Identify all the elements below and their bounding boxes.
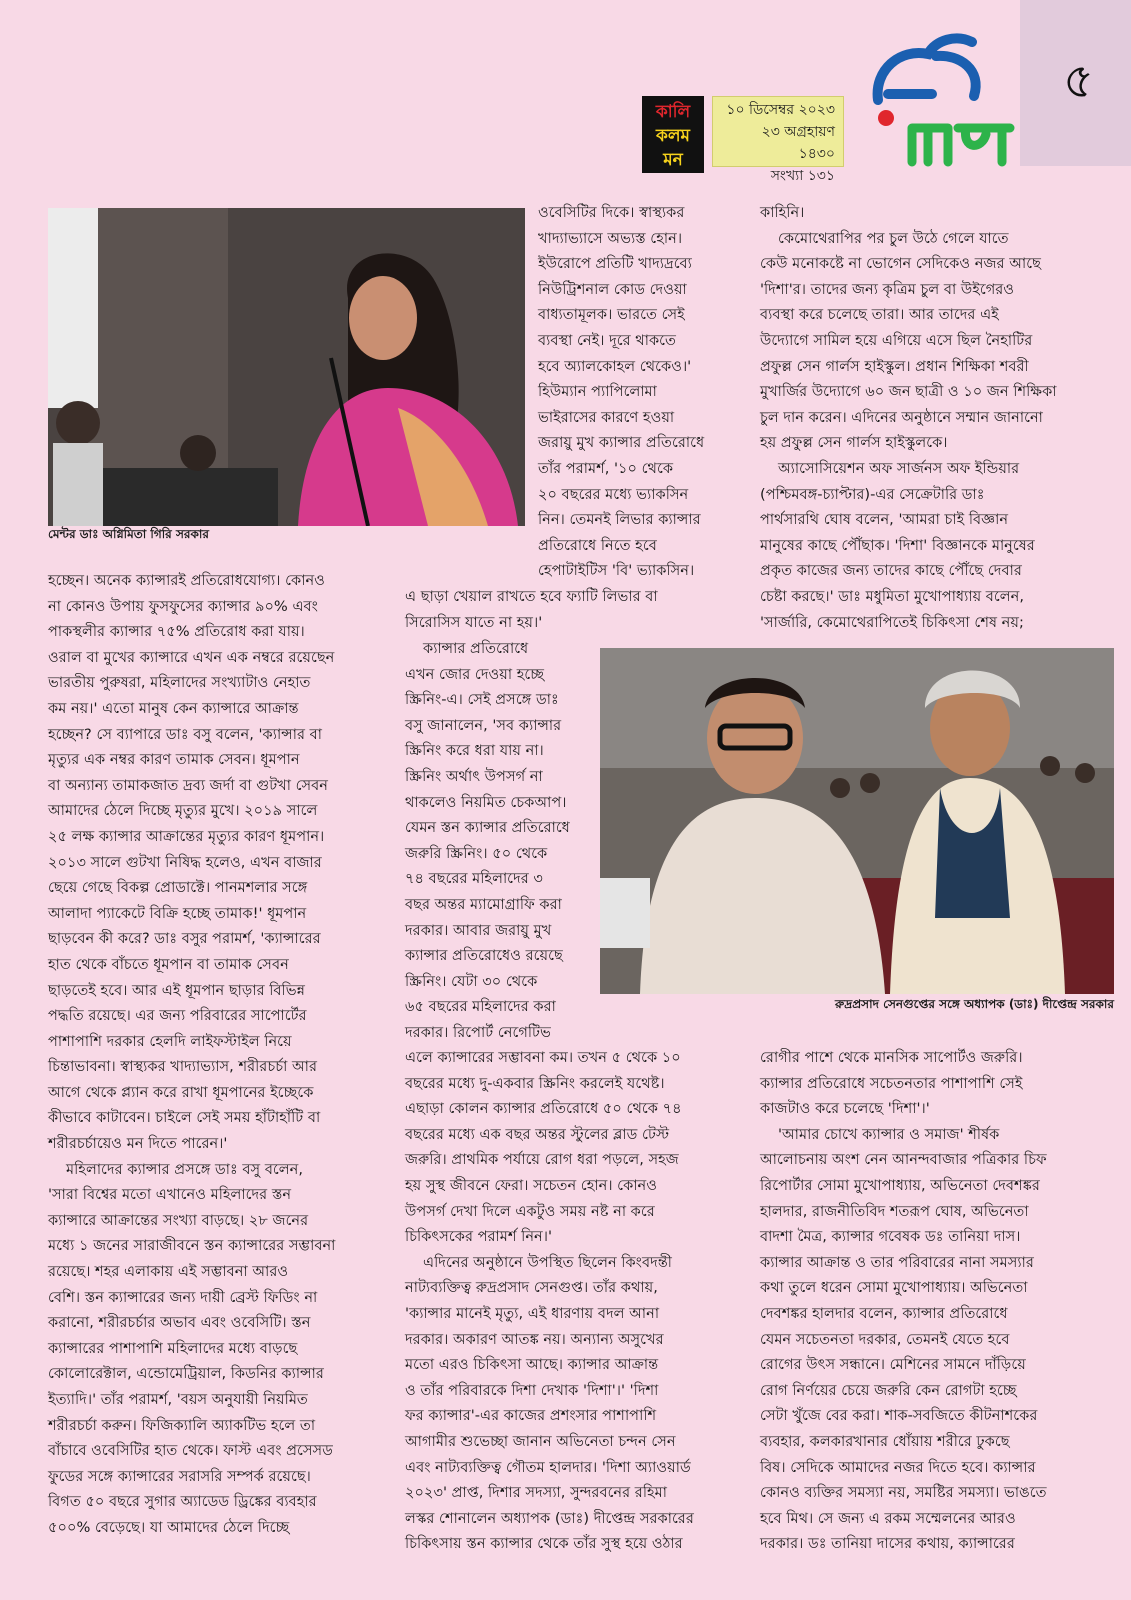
middle-column-top xyxy=(538,200,768,584)
text-line: কেউ মনোকষ্টে না ভোগেন সেদিকেও নজর আছে xyxy=(760,255,1041,273)
robibar-logo xyxy=(870,30,1015,170)
text-line: কোনও ব্যক্তির সমস্যা নয়, সমষ্টির সমস্যা। ভাঙতে xyxy=(760,1484,1047,1502)
text-line: চিন্তাভাবনা। স্বাস্থ্যকর খাদ্যাভ্যাস, শরীরচর্চা আর xyxy=(48,1058,317,1076)
text-line: জরুরি। প্রাথমিক পর্যায়ে রোগ ধরা পড়লে, সহজ xyxy=(405,1151,679,1169)
text-line: ক্যান্সার প্রতিরোধে xyxy=(423,640,529,657)
right-column-bottom xyxy=(760,1045,1115,1557)
photo2-caption: রুদ্রপ্রসাদ সেনগুপ্তের সঙ্গে অধ্যাপক (ডাঃ) দীপ্তেন্দ্র সরকার xyxy=(835,997,1114,1011)
logo-line-2: কলম xyxy=(655,126,690,146)
text-line: ছেয়ে গেছে বিকল্প প্রোডাক্টে। পানমশলার সঙ্গে xyxy=(48,879,308,897)
kalikalam-logo xyxy=(642,96,704,173)
text-line: রোগীর পাশে থেকে মানসিক সাপোর্টও জরুরি। xyxy=(760,1049,1023,1066)
text-line: চিকিৎসায় স্তন ক্যান্সার থেকে তাঁর সুস্থ হয়ে ওঠার xyxy=(405,1535,683,1553)
text-line: দেবশঙ্কর হালদার বলেন, ক্যান্সার প্রতিরোধে xyxy=(760,1304,1008,1322)
text-line: ইউরোপে প্রতিটি খাদ্যদ্রব্যে xyxy=(538,255,692,273)
text-line: মৃত্যুর এক নম্বর কারণ তামাক সেবন। ধূমপান xyxy=(48,751,300,769)
text-line: (পশ্চিমবঙ্গ-চ্যাপ্টার)-এর সেক্রেটারি ডাঃ xyxy=(760,485,985,503)
text-line: চুল দান করেন। এদিনের অনুষ্ঠানে সম্মান জানানো xyxy=(760,408,1043,426)
text-line: হালদার, রাজনীতিবিদ শতরূপ ঘোষ, অভিনেতা xyxy=(760,1202,1029,1220)
text-line: এদিনের অনুষ্ঠানে উপস্থিত ছিলেন কিংবদন্তী xyxy=(423,1253,672,1271)
text-line: 'ক্যান্সার মানেই মৃত্যু, এই ধারণায় বদল আনা xyxy=(405,1304,660,1322)
text-line: চেষ্টা করছে।' ডাঃ মধুমিতা মুখোপাধ্যায় বলেন, xyxy=(760,587,1025,605)
text-line: তাঁর পরামর্শ, '১০ থেকে xyxy=(538,459,674,477)
text-line: আমাদের ঠেলে দিচ্ছে মৃত্যুর মুখে। ২০১৯ সালে xyxy=(48,802,318,820)
text-line: ভাইরাসের কারণে হওয়া xyxy=(538,408,675,426)
text-line: কাজটাও করে চলেছে 'দিশা'।' xyxy=(760,1100,930,1118)
right-column-top xyxy=(760,200,1115,635)
text-line: ক্যান্সার প্রতিরোধেও রয়েছে xyxy=(405,947,563,965)
text-line: মানুষের কাছে পৌঁছাক। 'দিশা' বিজ্ঞানকে মানুষের xyxy=(760,536,1035,554)
text-line: ব্যবস্থা করে চলেছে তারা। আর তাদের এই xyxy=(760,306,999,324)
text-line: ৭৪ বছরের মহিলাদের ৩ xyxy=(405,870,543,888)
text-line: হেপাটাইটিস 'বি' ভ্যাকসিন। xyxy=(538,562,695,580)
text-line: নিন। তেমনই লিভার ক্যান্সার xyxy=(538,511,701,529)
text-line: ছাড়তেই হবে। আর এই ধূমপান ছাড়ার বিভিন্ন xyxy=(48,981,305,999)
text-line: কথা তুলে ধরেন সোমা মুখোপাধ্যায়। অভিনেতা xyxy=(760,1279,1028,1297)
logo-line-3: মন xyxy=(663,150,683,170)
text-line: শরীরচর্চা করুন। ফিজিক্যালি অ্যাকটিভ হলে তা xyxy=(48,1416,316,1434)
text-line: জরায়ু মুখ ক্যান্সার প্রতিরোধে xyxy=(538,434,705,452)
text-line: পাশাপাশি দরকার হেলদি লাইফস্টাইল নিয়ে xyxy=(48,1032,292,1050)
text-line: হবে মিথ। সে জন্য এ রকম সম্মেলনের আরও xyxy=(760,1509,1016,1527)
text-line: হয় সুস্থ জীবনে ফেরা। সচেতন হোন। কোনও xyxy=(405,1176,657,1194)
text-line: বা অন্যান্য তামাকজাত দ্রব্য জর্দা বা গুটখা সেবন xyxy=(48,776,329,794)
text-line: এ ছাড়া খেয়াল রাখতে হবে ফ্যাটি লিভার বা xyxy=(405,588,658,605)
text-line: মধ্যে ১ জনের সারাজীবনে স্তন ক্যান্সারের সম্ভাবনা xyxy=(48,1237,336,1255)
speaker-photo-art xyxy=(48,208,525,526)
text-line: ২০২৩' প্রাপ্ত, দিশার সদস্যা, সুন্দরবনের রহিমা xyxy=(405,1484,668,1502)
text-line: বাধ্যতামূলক। ভারতে সেই xyxy=(538,306,685,324)
text-line: না কোনও উপায় ফুসফুসের ক্যান্সার ৯০% এবং xyxy=(48,597,318,615)
text-line: নাট্যব্যক্তিত্ব রুদ্রপ্রসাদ সেনগুপ্ত। তাঁর কথায়, xyxy=(405,1279,658,1297)
text-line: বছরের মধ্যে দু-একবার স্ক্রিনিং করলেই যথেষ্ট। xyxy=(405,1074,665,1092)
text-line: বছরের মধ্যে এক বছর অন্তর স্টুলের ব্লাড টেস্ট xyxy=(405,1125,670,1143)
robibar-title-text: রবি বার xyxy=(870,30,874,31)
date-line-bengali: ২৩ অগ্রহায়ণ ১৪৩০ xyxy=(761,124,835,162)
text-line: 'আমার চোখে ক্যান্সার ও সমাজ' শীর্ষক xyxy=(778,1125,1000,1143)
text-line: প্রকৃত কাজের জন্য তাদের কাছে পৌঁছে দেবার xyxy=(760,562,1022,580)
text-line: পার্থসারথি ঘোষ বলেন, 'আমরা চাই বিজ্ঞান xyxy=(760,511,1009,529)
text-line: দরকার। অকারণ আতঙ্ক নয়। অন্যান্য অসুখের xyxy=(405,1330,664,1348)
text-line: জরুরি স্ক্রিনিং। ৫০ থেকে xyxy=(405,844,548,862)
text-line: আগামীর শুভেচ্ছা জানান অভিনেতা চন্দন সেন xyxy=(405,1432,676,1450)
text-line: ভারতীয় পুরুষরা, মহিলাদের সংখ্যাটাও নেহাত xyxy=(48,674,311,692)
text-line: এবং নাট্যব্যক্তিত্ব গৌতম হালদার। 'দিশা অ্যাওয়ার্ড xyxy=(405,1458,691,1476)
text-line: হিউম্যান প্যাপিলোমা xyxy=(538,383,657,401)
text-line: কাহিনি। xyxy=(760,204,805,221)
text-line: চিকিৎসকের পরামর্শ নিন।' xyxy=(405,1228,552,1246)
text-line: ক্যান্সারে আক্রান্তের সংখ্যা বাড়ছে। ২৮ জনের xyxy=(48,1211,309,1229)
middle-column-wide xyxy=(405,584,735,635)
guests-photo xyxy=(600,648,1114,994)
text-line: ২৫ লক্ষ ক্যান্সার আক্রান্তের মৃত্যুর কারণ ধূমপান। xyxy=(48,827,325,845)
text-line: বিগত ৫০ বছরে সুগার অ্যাডেড ড্রিঙ্কের ব্যবহার xyxy=(48,1493,317,1511)
text-line: উদ্যোগে সামিল হয়ে এগিয়ে এসে ছিল নৈহাটির xyxy=(760,331,1033,349)
text-line: রোগ নির্ণয়ের চেয়ে জরুরি কেন রোগটা হচ্ছে xyxy=(760,1381,1017,1399)
text-line: দরকার। রিপোর্ট নেগেটিভ xyxy=(405,1023,551,1041)
text-line: ২০১৩ সালে গুটখা নিষিদ্ধ হলেও, এখন বাজার xyxy=(48,853,322,871)
text-line: এছাড়া কোলন ক্যান্সার প্রতিরোধে ৫০ থেকে ৭৪ xyxy=(405,1100,682,1118)
middle-column-narrow xyxy=(405,636,595,1046)
text-line: বাদশা মৈত্র, ক্যান্সার গবেষক ডঃ তানিয়া দাস। xyxy=(760,1228,1021,1246)
guests-photo-art xyxy=(600,648,1114,994)
text-line: বেশি। স্তন ক্যান্সারের জন্য দায়ী ব্রেস্ট ফিডিং না xyxy=(48,1288,318,1306)
text-line: ৫০০% বেড়েছে। যা আমাদের ঠেলে দিচ্ছে xyxy=(48,1518,290,1536)
text-line: হয় প্রফুল্ল সেন গার্লস হাইস্কুলকে। xyxy=(760,434,948,452)
speaker-photo xyxy=(48,208,525,526)
text-line: বসু জানালেন, 'সব ক্যান্সার xyxy=(405,716,562,734)
text-line: স্ক্রিনিং করে ধরা যায় না। xyxy=(405,742,544,760)
text-line: ক্যান্সার প্রতিরোধে সচেতনতার পাশাপাশি সেই xyxy=(760,1074,1023,1092)
text-line: ফুডের সঙ্গে ক্যান্সারের সরাসরি সম্পর্ক রয়েছে। xyxy=(48,1467,311,1485)
text-line: ব্যবস্থা নেই। দূরে থাকতে xyxy=(538,331,676,349)
text-line: রয়েছে। শহর এলাকায় এই সম্ভাবনা আরও xyxy=(48,1263,289,1281)
text-line: আলোচনায় অংশ নেন আনন্দবাজার পত্রিকার চিফ xyxy=(760,1151,1047,1169)
text-line: ক্যান্সারের পাশাপাশি মহিলাদের মধ্যে বাড়ছে xyxy=(48,1339,298,1357)
text-line: মুখার্জির উদ্যোগে ৬০ জন ছাত্রী ও ১০ জন শিক্ষিকা xyxy=(760,383,1057,401)
text-line: সেটা খুঁজে বের করা। শাক-সবজিতে কীটনাশকের xyxy=(760,1407,1038,1425)
text-line: বিষ। সেদিকে আমাদের নজর দিতে হবে। ক্যান্সার xyxy=(760,1458,1036,1476)
text-line: বছর অন্তর ম্যামোগ্রাফি করা xyxy=(405,895,562,913)
text-line: ওবেসিটির দিকে। স্বাস্থ্যকর xyxy=(538,204,685,221)
text-line: কোলোরেক্টাল, এন্ডোমেট্রিয়াল, কিডনির ক্যান্সার xyxy=(48,1365,324,1383)
text-line: বাঁচাবে ওবেসিটির হাত থেকে। ফাস্ট এবং প্রসেসড xyxy=(48,1442,333,1460)
text-line: হচ্ছেন। অনেক ক্যান্সারই প্রতিরোধযোগ্য। কোনও xyxy=(48,572,325,589)
text-line: স্ক্রিনিং অর্থাৎ উপসর্গ না xyxy=(405,767,543,785)
text-line: ওরাল বা মুখের ক্যান্সারে এখন এক নম্বরে রয়েছেন xyxy=(48,648,335,666)
date-box xyxy=(712,96,844,184)
text-line: স্ক্রিনিং-এ। সেই প্রসঙ্গে ডাঃ xyxy=(405,691,559,709)
text-line: লস্কর শোনালেন অধ্যাপক (ডাঃ) দীপ্তেন্দ্র সরকারের xyxy=(405,1509,694,1527)
text-line: ৬৫ বছরের মহিলাদের করা xyxy=(405,998,556,1016)
text-line: ছাড়বেন কী করে? ডাঃ বসুর পরামর্শ, 'ক্যান্সারের xyxy=(48,930,321,948)
text-line: প্রফুল্ল সেন গার্লস হাইস্কুল। প্রধান শিক্ষিকা শবরী xyxy=(760,357,1029,375)
text-line: স্ক্রিনিং। যেটা ৩০ থেকে xyxy=(405,972,538,990)
text-line: উপসর্গ দেখা দিলে একটুও সময় নষ্ট না করে xyxy=(405,1202,655,1220)
text-line: দরকার। ডঃ তানিয়া দাসের কথায়, ক্যান্সারের xyxy=(760,1535,1015,1553)
text-line: ক্যান্সার আক্রান্ত ও তার পরিবারের নানা সমস্যার xyxy=(760,1253,1034,1271)
text-line: ফর ক্যান্সার'-এর কাজের প্রশংসার পাশাপাশি xyxy=(405,1407,657,1425)
text-line: ২০ বছরের মধ্যে ভ্যাকসিন xyxy=(538,485,689,503)
text-line: প্রতিরোধে নিতে হবে xyxy=(538,536,657,554)
text-line: দরকার। আবার জরায়ু মুখ xyxy=(405,921,552,939)
text-line: এখন জোর দেওয়া হচ্ছে xyxy=(405,665,545,683)
text-line: 'সার্জারি, কেমোথেরাপিতেই চিকিৎসা শেষ নয়; xyxy=(760,613,1024,631)
text-line: আলাদা প্যাকেটে বিক্রি হচ্ছে তামাক!' ধূমপান xyxy=(48,904,307,922)
text-line: 'সারা বিশ্বের মতো এখানেও মহিলাদের স্তন xyxy=(48,1186,292,1204)
text-line: আগে থেকে প্ল্যান করে রাখা ধূমপানের ইচ্ছেকে xyxy=(48,1083,314,1101)
text-line: খাদ্যাভ্যাসে অভ্যস্ত হোন। xyxy=(538,229,683,247)
text-line: হাত থেকে বাঁচতে ধূমপান বা তামাক সেবন xyxy=(48,955,289,973)
middle-column-bottom xyxy=(405,1045,745,1557)
text-line: করানো, শরীরচর্চার অভাব এবং ওবেসিটি। স্তন xyxy=(48,1314,311,1332)
text-line: ইত্যাদি।' তাঁর পরামর্শ, 'বয়স অনুযায়ী নিয়মিত xyxy=(48,1391,308,1408)
text-line: কেমোথেরাপির পর চুল উঠে গেলে যাতে xyxy=(778,229,1009,247)
issue-number: সংখ্যা ১৩১ xyxy=(770,168,835,184)
text-line: অ্যাসোসিয়েশন অফ সার্জনস অফ ইন্ডিয়ার xyxy=(778,459,1020,477)
text-line: 'দিশা'র। তাদের জন্য কৃত্রিম চুল বা উইগেরও xyxy=(760,280,1015,298)
text-line: যেমন সচেতনতা দরকার, তেমনই যেতে হবে xyxy=(760,1330,1010,1348)
text-line: হবে অ্যালকোহল থেকেও।' xyxy=(538,357,692,375)
text-line: পদ্ধতি রয়েছে। এর জন্য পরিবারের সাপোর্টের xyxy=(48,1007,307,1025)
left-column xyxy=(48,568,388,1541)
text-line: পাকস্থলীর ক্যান্সার ৭৫% প্রতিরোধ করা যায়। xyxy=(48,623,305,641)
photo1-caption: মেন্টর ডাঃ অগ্নিমিতা গিরি সরকার xyxy=(48,527,209,541)
text-line: রোগের উৎস সন্ধানে। মেশিনের সামনে দাঁড়িয়ে xyxy=(760,1356,1026,1374)
text-line: যেমন স্তন ক্যান্সার প্রতিরোধে xyxy=(405,819,570,837)
text-line: নিউট্রিশনাল কোড দেওয়া xyxy=(538,280,687,298)
text-line: মতো এরও চিকিৎসা আছে। ক্যান্সার আক্রান্ত xyxy=(405,1356,659,1374)
text-line: হচ্ছেন? সে ব্যাপারে ডাঃ বসু বলেন, 'ক্যান্সার বা xyxy=(48,725,322,743)
text-line: কীভাবে কাটাবেন। চাইলে সেই সময় হাঁটাহাঁটি বা xyxy=(48,1109,321,1127)
logo-line-1: কালি xyxy=(655,102,691,122)
text-line: কম নয়।' এতো মানুষ কেন ক্যান্সারে আক্রান্ত xyxy=(48,699,299,717)
text-line: মহিলাদের ক্যান্সার প্রসঙ্গে ডাঃ বসু বলেন, xyxy=(66,1160,304,1178)
text-line: এলে ক্যান্সারের সম্ভাবনা কম। তখন ৫ থেকে ১০ xyxy=(405,1049,681,1066)
text-line: ও তাঁর পরিবারকে দিশা দেখাক 'দিশা'।' 'দিশা xyxy=(405,1381,659,1399)
text-line: শরীরচর্চায়েও মন দিতে পারেন।' xyxy=(48,1135,228,1153)
page-number: ৫ xyxy=(1063,53,1095,109)
text-line: থাকলেও নিয়মিত চেকআপ। xyxy=(405,793,567,811)
text-line: সিরোসিস যাতে না হয়।' xyxy=(405,613,543,631)
text-line: ব্যবহার, কলকারখানার ধোঁয়ায় শরীরে ঢুকছে xyxy=(760,1432,1010,1450)
text-line: রিপোর্টার সোমা মুখোপাধ্যায়, অভিনেতা দেবশঙ্কর xyxy=(760,1176,1040,1194)
date-line-english: ১০ ডিসেম্বর ২০২৩ xyxy=(726,102,835,118)
